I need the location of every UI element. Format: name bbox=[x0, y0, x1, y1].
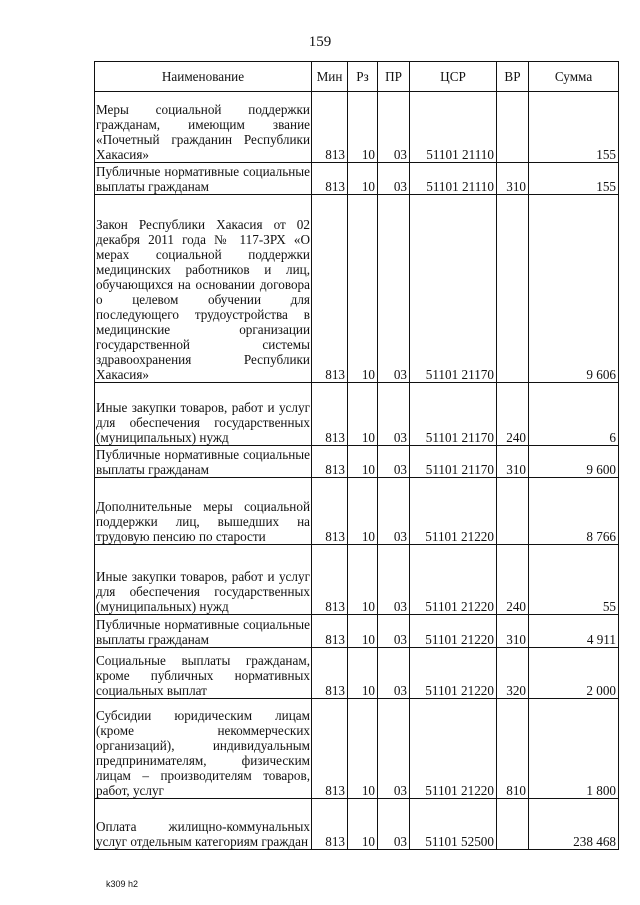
cell-name: Оплата жилищно-коммунальных услуг отдельным категориям граждан bbox=[95, 799, 312, 850]
cell-name: Социальные выплаты гражданам, кроме публичных нормативных социальных выплат bbox=[95, 648, 312, 699]
cell-sum: 155 bbox=[529, 92, 619, 163]
cell-csr: 51101 52500 bbox=[410, 799, 497, 850]
cell-vr bbox=[497, 478, 529, 545]
cell-min: 813 bbox=[312, 545, 348, 615]
cell-min: 813 bbox=[312, 163, 348, 195]
table-row bbox=[95, 195, 619, 383]
cell-vr: 240 bbox=[497, 383, 529, 446]
cell-rz: 10 bbox=[348, 195, 378, 383]
cell-pr: 03 bbox=[378, 92, 410, 163]
cell-name: Иные закупки товаров, работ и услуг для обеспечения государственных (муниципальных) нужд bbox=[95, 545, 312, 615]
cell-rz: 10 bbox=[348, 615, 378, 648]
table-row bbox=[95, 799, 619, 850]
cell-sum: 1 800 bbox=[529, 699, 619, 799]
cell-sum: 6 bbox=[529, 383, 619, 446]
budget-table bbox=[94, 61, 619, 850]
cell-min: 813 bbox=[312, 478, 348, 545]
header-sum: Сумма bbox=[529, 62, 619, 92]
cell-min: 813 bbox=[312, 92, 348, 163]
table-row bbox=[95, 163, 619, 195]
cell-pr: 03 bbox=[378, 648, 410, 699]
cell-csr: 51101 21170 bbox=[410, 446, 497, 478]
cell-min: 813 bbox=[312, 615, 348, 648]
cell-csr: 51101 21170 bbox=[410, 195, 497, 383]
cell-sum: 8 766 bbox=[529, 478, 619, 545]
cell-sum: 238 468 bbox=[529, 799, 619, 850]
page-number: 159 bbox=[308, 34, 332, 50]
header-pr: ПР bbox=[378, 62, 410, 92]
table-row bbox=[95, 92, 619, 163]
cell-rz: 10 bbox=[348, 699, 378, 799]
cell-csr: 51101 21220 bbox=[410, 615, 497, 648]
cell-name: Субсидии юридическим лицам (кроме некоммерческих организаций), индивидуальным предпринимателям, физическим лицам – производителям товаров, работ, услуг bbox=[95, 699, 312, 799]
cell-pr: 03 bbox=[378, 195, 410, 383]
table-header-row bbox=[95, 62, 619, 92]
cell-name: Иные закупки товаров, работ и услуг для обеспечения государственных (муниципальных) нужд bbox=[95, 383, 312, 446]
cell-rz: 10 bbox=[348, 478, 378, 545]
cell-csr: 51101 21220 bbox=[410, 478, 497, 545]
cell-csr: 51101 21110 bbox=[410, 92, 497, 163]
table-row bbox=[95, 615, 619, 648]
cell-vr: 240 bbox=[497, 545, 529, 615]
header-vr: ВР bbox=[497, 62, 529, 92]
cell-csr: 51101 21220 bbox=[410, 545, 497, 615]
cell-pr: 03 bbox=[378, 446, 410, 478]
cell-sum: 9 600 bbox=[529, 446, 619, 478]
cell-min: 813 bbox=[312, 699, 348, 799]
cell-name: Публичные нормативные социальные выплаты гражданам bbox=[96, 164, 310, 194]
cell-pr: 03 bbox=[378, 615, 410, 648]
cell-vr: 310 bbox=[497, 163, 529, 195]
footer-code: k309 h2 bbox=[106, 879, 139, 889]
cell-pr: 03 bbox=[378, 478, 410, 545]
cell-rz: 10 bbox=[348, 446, 378, 478]
table-row bbox=[95, 478, 619, 545]
header-min: Мин bbox=[312, 62, 348, 92]
cell-vr: 310 bbox=[497, 446, 529, 478]
header-name: Наименование bbox=[95, 62, 312, 92]
cell-csr: 51101 21220 bbox=[410, 699, 497, 799]
cell-sum: 9 606 bbox=[529, 195, 619, 383]
cell-name: Меры социальной поддержки гражданам, имеющим звание «Почетный гражданин Республики Хакасия» bbox=[95, 92, 312, 163]
cell-vr: 810 bbox=[497, 699, 529, 799]
cell-pr: 03 bbox=[378, 383, 410, 446]
table-row bbox=[95, 545, 619, 615]
cell-csr: 51101 21220 bbox=[410, 648, 497, 699]
cell-min: 813 bbox=[312, 446, 348, 478]
cell-rz: 10 bbox=[348, 92, 378, 163]
cell-csr: 51101 21110 bbox=[410, 163, 497, 195]
cell-name: Закон Республики Хакасия от 02 декабря 2011 года № 117-ЗРХ «О мерах социальной поддержки медицинских работников и лиц, обучающихся на основании договора о целевом обучении для последующего трудоустройства в медицинские организации государственной системы здравоохранения Республики Хакасия» bbox=[95, 195, 312, 383]
cell-min: 813 bbox=[312, 383, 348, 446]
header-rz: Рз bbox=[348, 62, 378, 92]
cell-vr: 320 bbox=[497, 648, 529, 699]
cell-min: 813 bbox=[312, 799, 348, 850]
cell-sum: 155 bbox=[529, 163, 619, 195]
header-csr: ЦСР bbox=[410, 62, 497, 92]
cell-pr: 03 bbox=[378, 163, 410, 195]
cell-rz: 10 bbox=[348, 545, 378, 615]
cell-name: Дополнительные меры социальной поддержки лиц, вышедших на трудовую пенсию по старости bbox=[95, 478, 312, 545]
cell-name: Публичные нормативные социальные выплаты гражданам bbox=[96, 447, 310, 477]
cell-pr: 03 bbox=[378, 699, 410, 799]
cell-min: 813 bbox=[312, 648, 348, 699]
cell-pr: 03 bbox=[378, 799, 410, 850]
cell-vr bbox=[497, 799, 529, 850]
cell-min: 813 bbox=[312, 195, 348, 383]
cell-vr bbox=[497, 92, 529, 163]
cell-csr: 51101 21170 bbox=[410, 383, 497, 446]
cell-rz: 10 bbox=[348, 163, 378, 195]
cell-vr: 310 bbox=[497, 615, 529, 648]
cell-sum: 55 bbox=[529, 545, 619, 615]
table-row bbox=[95, 383, 619, 446]
cell-name: Публичные нормативные социальные выплаты гражданам bbox=[95, 615, 312, 648]
cell-pr: 03 bbox=[378, 545, 410, 615]
cell-sum: 2 000 bbox=[529, 648, 619, 699]
cell-rz: 10 bbox=[348, 648, 378, 699]
table-row bbox=[95, 699, 619, 799]
cell-vr bbox=[497, 195, 529, 383]
cell-rz: 10 bbox=[348, 383, 378, 446]
table-row bbox=[95, 446, 619, 478]
cell-sum: 4 911 bbox=[529, 615, 619, 648]
cell-rz: 10 bbox=[348, 799, 378, 850]
table-row bbox=[95, 648, 619, 699]
